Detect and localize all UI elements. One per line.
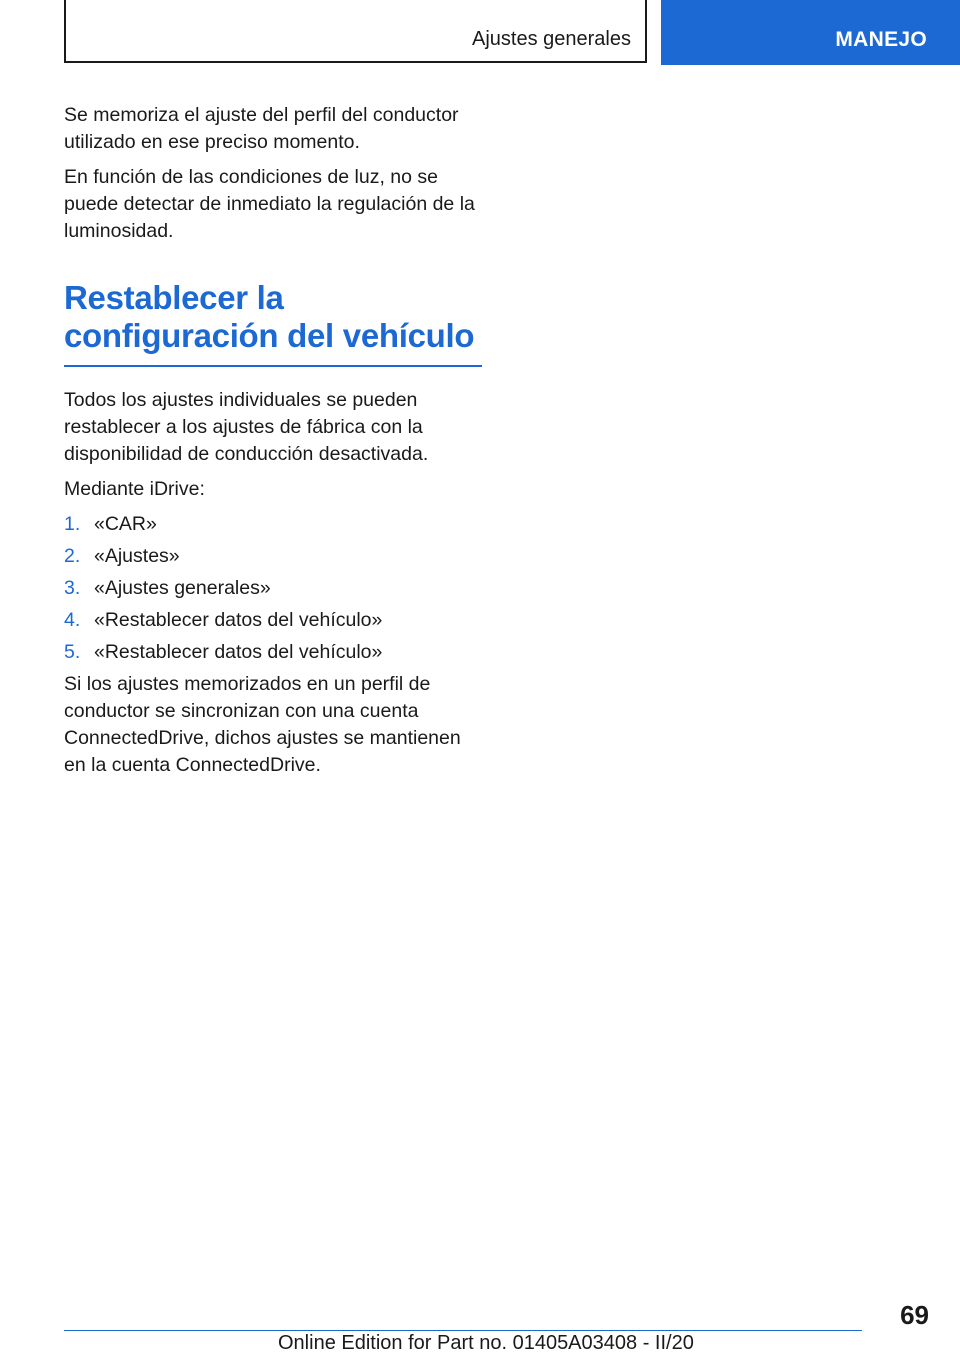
section-heading-line1: Restablecer la	[64, 279, 284, 316]
closing-paragraph: Si los ajustes memorizados en un perfil de conductor se sincronizan con una cuenta ConnectedDrive, dichos ajustes se mantienen en la cuenta ConnectedDrive.	[64, 673, 461, 776]
step-number: 1.	[64, 513, 81, 535]
idrive-steps	[64, 511, 482, 666]
step-text: «Restablecer datos del vehículo»	[94, 641, 383, 663]
step-text: «CAR»	[94, 513, 157, 535]
section-heading-line2: configuración del vehículo	[64, 317, 475, 354]
chapter-tab[interactable]	[661, 0, 960, 65]
header-section-box	[64, 0, 647, 63]
idrive-lead-in: Mediante iDrive:	[64, 478, 205, 500]
section-body: Todos los ajustes individuales se pueden restablecer a los ajustes de fábrica con la disponibilidad de conducción desactivada.	[64, 389, 429, 465]
intro-paragraph: Se memoriza el ajuste del perfil del conductor utilizado en ese preciso momento.	[64, 104, 459, 153]
heading-divider	[64, 365, 482, 367]
section-title: Ajustes generales	[472, 28, 631, 50]
step-number: 2.	[64, 545, 81, 567]
step-text: «Ajustes»	[94, 545, 180, 567]
step-item	[64, 511, 482, 538]
edition-note: Online Edition for Part no. 01405A03408 - II/20	[278, 1332, 694, 1354]
step-number: 5.	[64, 641, 81, 663]
section-heading	[64, 279, 482, 355]
step-number: 4.	[64, 609, 81, 631]
step-item	[64, 639, 482, 666]
main-content	[64, 102, 482, 787]
step-text: «Ajustes generales»	[94, 577, 271, 599]
step-item	[64, 607, 482, 634]
footer-divider	[64, 1330, 862, 1331]
step-item	[64, 543, 482, 570]
chapter-tab-label: MANEJO	[835, 28, 927, 51]
page-number: 69	[900, 1300, 929, 1330]
step-text: «Restablecer datos del vehículo»	[94, 609, 383, 631]
intro-paragraph: En función de las condiciones de luz, no se puede detectar de inmediato la regulación de la luminosidad.	[64, 166, 475, 242]
step-number: 3.	[64, 577, 81, 599]
step-item	[64, 575, 482, 602]
